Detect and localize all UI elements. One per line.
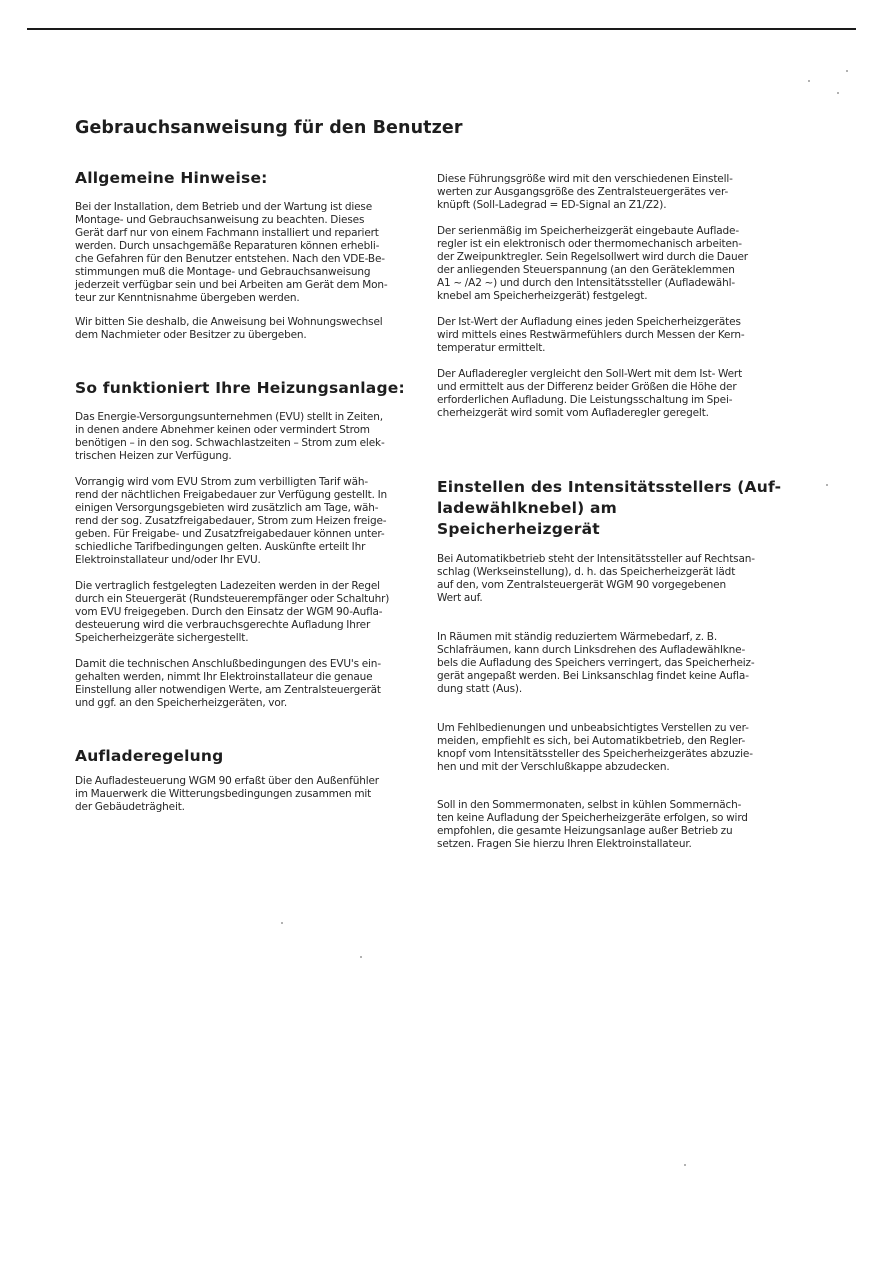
paragraph: Bei der Installation, dem Betrieb und der Wartung ist diese Montage- und Gebrauchsanweisung zu beachten. Dieses Gerät darf nur von einem Fachmann installiert und repariert werden. Durch unsachgemäße Reparaturen können erhebli- che Gefahren für den Benutzer entstehen. Nach den VDE-Be- stimmungen muß die Montage- und Gebrauchsanweisung jederzeit verfügbar sein und bei Arbeiten am Gerät dem Mon- teur zur Kenntnisnahme übergeben werden. bbox=[75, 201, 388, 304]
paragraph: Diese Führungsgröße wird mit den verschiedenen Einstell- werten zur Ausgangsgröße des Zentralsteuergerätes ver- knüpft (Soll-Ladegrad = ED-Signal an Z1/Z2). bbox=[437, 173, 733, 211]
paragraph: In Räumen mit ständig reduziertem Wärmebedarf, z. B. Schlafräumen, kann durch Linksdrehen des Aufladewählkne- bels die Aufladung des Speichers verringert, das Speicherheiz- gerät angepaßt werden. Bei Linksanschlag findet keine Aufla- dung statt (Aus). bbox=[437, 631, 755, 695]
left-column bbox=[75, 168, 418, 814]
paragraph: Soll in den Sommermonaten, selbst in kühlen Sommernäch- ten keine Aufladung der Speicherheizgeräte erfolgen, so wird empfohlen, die gesamte Heizungsanlage außer Betrieb zu setzen. Fragen Sie hierzu Ihren Elektroinstallateur. bbox=[437, 799, 748, 850]
paragraph: Bei Automatikbetrieb steht der Intensitätssteller auf Rechtsan- schlag (Werkseinstellung), d. h. das Speicherheizgerät lädt auf den, vom Zentralsteuergerät WGM 90 vorgegebenen Wert auf. bbox=[437, 553, 755, 604]
scan-speck bbox=[808, 80, 810, 82]
right-column bbox=[437, 173, 783, 851]
section-heading-intensity-setting: Einstellen des Intensitätsstellers (Auf- ladewählknebel) am Speicherheizgerät bbox=[437, 478, 782, 538]
scan-speck bbox=[826, 484, 828, 486]
paragraph: Der Aufladeregler vergleicht den Soll-Wert mit dem Ist- Wert und ermittelt aus der Differenz beider Größen die Höhe der erforderlichen Aufladung. Die Leistungsschaltung im Spei- cherheizgerät wird somit vom Aufladeregler geregelt. bbox=[437, 368, 743, 419]
paragraph: Damit die technischen Anschlußbedingungen des EVU's ein- gehalten werden, nimmt Ihr Elektroinstallateur die genaue Einstellung aller notwendigen Werte, am Zentralsteuergerät und ggf. an den Speicherheizgeräten, vor. bbox=[75, 658, 381, 709]
paragraph: Um Fehlbedienungen und unbeabsichtigtes Verstellen zu ver- meiden, empfiehlt es sich, bei Automatikbetrieb, den Regler- knopf vom Intensitätssteller des Speicherheizgerätes abzuzie- hen und mit der Verschlußkappe abzudecken. bbox=[437, 722, 753, 773]
paragraph: Die Aufladesteuerung WGM 90 erfaßt über den Außenfühler im Mauerwerk die Witterungsbedingungen zusammen mit der Gebäudeträgheit. bbox=[75, 775, 379, 813]
section-heading-how-it-works: So funktioniert Ihre Heizungsanlage: bbox=[75, 379, 405, 397]
paragraph: Wir bitten Sie deshalb, die Anweisung bei Wohnungswechsel dem Nachmieter oder Besitzer zu übergeben. bbox=[75, 316, 383, 341]
paragraph: Vorrangig wird vom EVU Strom zum verbilligten Tarif wäh- rend der nächtlichen Freigabedauer zur Verfügung gestellt. In einigen Versorgungsgebieten wird zusätzlich am Tage, wäh- rend der sog. Zusatzfreigabedauer, Strom zum Heizen freige- geben. Für Freigabe- und Zusatzfreigabedauer können unter- schiedliche Tarifbedingungen gelten. Auskünfte erteilt Ihr Elektroinstallateur und/oder Ihr EVU. bbox=[75, 476, 388, 566]
paragraph: Das Energie-Versorgungsunternehmen (EVU) stellt in Zeiten, in denen andere Abnehmer keinen oder vermindert Strom benötigen – in den sog. Schwachlastzeiten – Strom zum elek- trischen Heizen zur Verfügung. bbox=[75, 411, 385, 462]
scan-speck bbox=[281, 922, 283, 924]
paragraph: Der serienmäßig im Speicherheizgerät eingebaute Auflade- regler ist ein elektronisch oder thermomechanisch arbeiten- der Zweipunktregler. Sein Regelsollwert wird durch die Dauer der anliegenden Steuerspannung (an den Geräteklemmen A1 ~ /A2 ~) und durch den Intensitätssteller (Aufladewähl- knebel am Speicherheizgerät) festgelegt. bbox=[437, 225, 748, 302]
paragraph: Die vertraglich festgelegten Ladezeiten werden in der Regel durch ein Steuergerät (Rundsteuerempfänger oder Schaltuhr) vom EVU freigegeben. Durch den Einsatz der WGM 90-Aufla- desteuerung wird die verbrauchsgerechte Aufladung Ihrer Speicherheizgeräte sichergestellt. bbox=[75, 580, 390, 644]
scan-speck bbox=[846, 70, 848, 72]
section-heading-charging-control: Aufladeregelung bbox=[75, 747, 224, 765]
section-heading-general: Allgemeine Hinweise: bbox=[75, 169, 268, 187]
paragraph: Der Ist-Wert der Aufladung eines jeden Speicherheizgerätes wird mittels eines Restwärmefühlers durch Messen der Kern- temperatur ermittelt. bbox=[437, 316, 745, 354]
top-rule bbox=[27, 28, 856, 30]
page-title: Gebrauchsanweisung für den Benutzer bbox=[75, 118, 463, 138]
scan-speck bbox=[360, 956, 362, 958]
scan-speck bbox=[837, 92, 839, 94]
scan-speck bbox=[684, 1164, 686, 1166]
